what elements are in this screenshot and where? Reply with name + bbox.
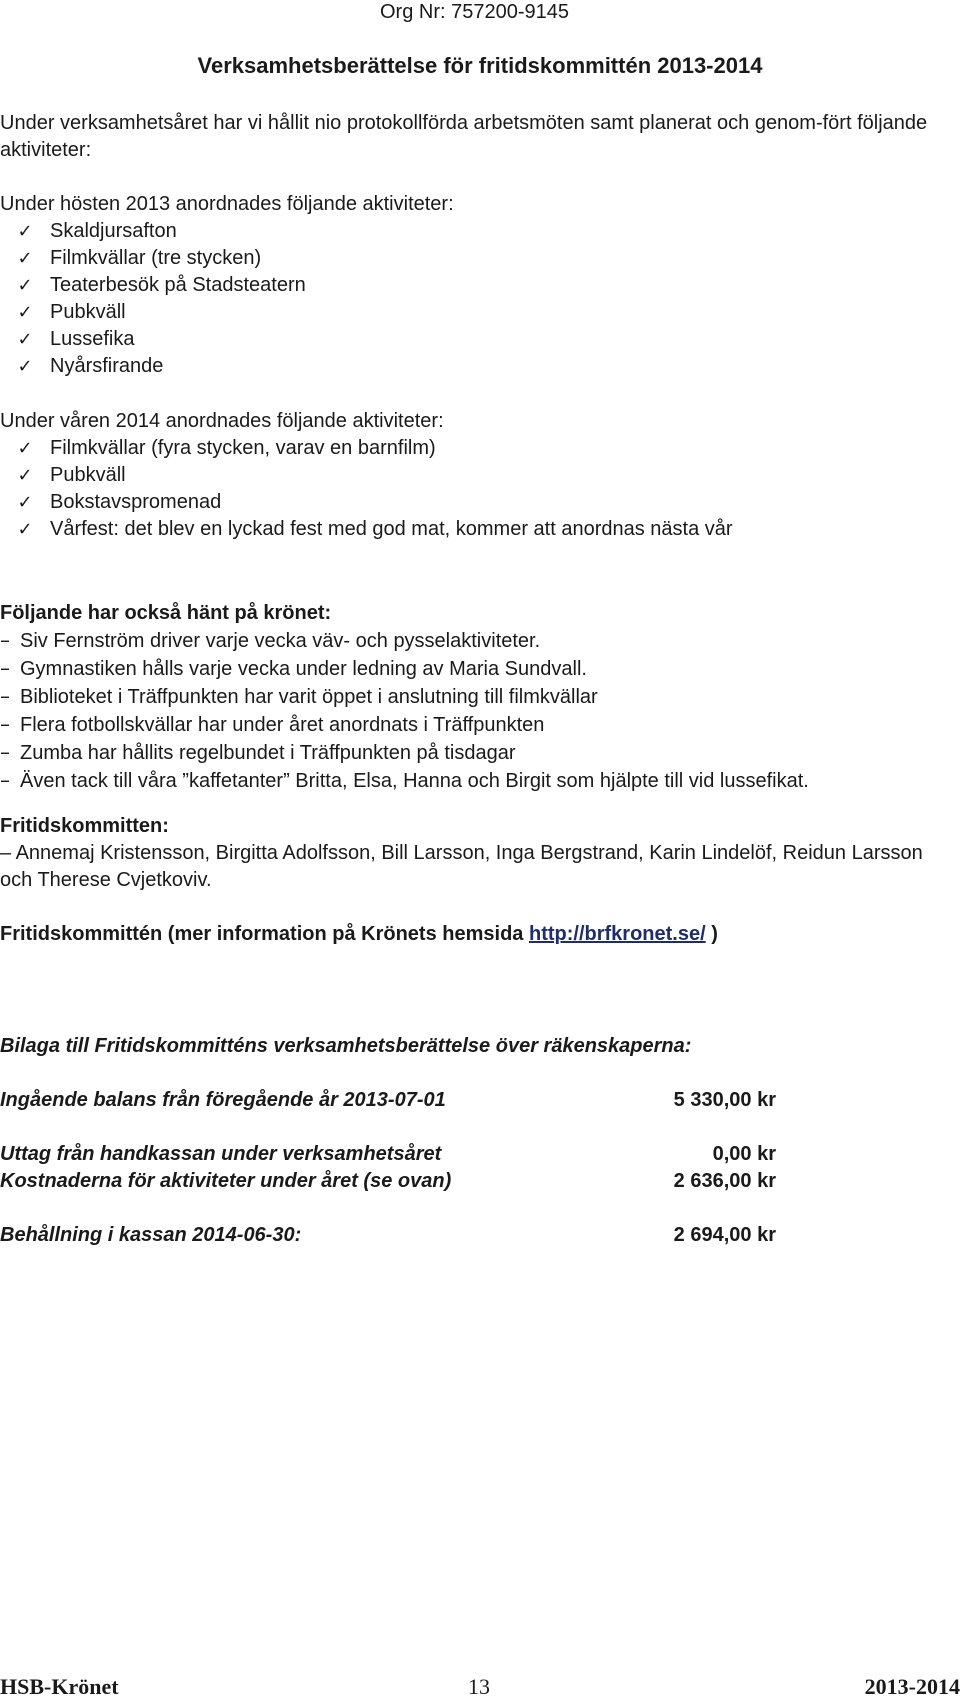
list-item: ✓ Vårfest: det blev en lyckad fest med god mat, kommer att anordnas nästa vår (0, 516, 733, 543)
check-icon: ✓ (17, 356, 33, 377)
list-item: ✓ Pubkväll (0, 299, 306, 326)
ledger-amount: 2 694,00 kr (673, 1224, 776, 1246)
ledger-label: Behållning i kassan 2014-06-30: (0, 1224, 302, 1246)
dash-icon: – (0, 740, 10, 764)
also-list (0, 627, 809, 795)
more-info-text: Fritidskommittén (mer information på Krönets hemsida (0, 923, 524, 945)
more-info-line (0, 921, 718, 948)
check-icon: ✓ (17, 492, 33, 513)
list-item: – Även tack till våra ”kaffetanter” Britta, Elsa, Hanna och Birgit som hjälpte till vid lussefikat. (0, 768, 809, 792)
check-icon: ✓ (17, 275, 33, 296)
ledger-label: Ingående balans från föregående år 2013-07-01 (0, 1089, 446, 1111)
list-item: ✓ Teaterbesök på Stadsteatern (0, 272, 306, 299)
dash-icon: – (0, 768, 10, 792)
footer-right: 2013-2014 (864, 1674, 960, 1699)
footer-left: HSB-Krönet (0, 1674, 119, 1699)
ledger-amount: 5 330,00 kr (673, 1089, 776, 1111)
spring-list (0, 435, 733, 543)
page-number: 13 (468, 1674, 490, 1699)
spring-heading: Under våren 2014 anordnades följande aktiviteter: (0, 410, 444, 432)
list-item: – Siv Fernström driver varje vecka väv- och pysselaktiviteter. (0, 628, 541, 652)
more-info-close: ) (711, 923, 718, 945)
autumn-list (0, 218, 306, 380)
appendix-title: Bilaga till Fritidskommitténs verksamhetsberättelse över räkenskaperna: (0, 1035, 692, 1057)
list-item: ✓ Skaldjursafton (0, 218, 306, 245)
list-item: ✓ Filmkvällar (fyra stycken, varav en barnfilm) (0, 435, 733, 462)
org-number: Org Nr: 757200-9145 (380, 1, 570, 23)
list-item: – Zumba har hållits regelbundet i Träffpunkten på tisdagar (0, 740, 516, 764)
website-link[interactable]: http://brfkronet.se/ (528, 923, 706, 945)
autumn-heading: Under hösten 2013 anordnades följande aktiviteter: (0, 193, 454, 215)
check-icon: ✓ (17, 329, 33, 350)
list-item: ✓ Nyårsfirande (0, 353, 306, 380)
check-icon: ✓ (17, 519, 33, 540)
dash-icon: – (0, 656, 10, 680)
list-item: ✓ Pubkväll (0, 462, 733, 489)
check-icon: ✓ (17, 438, 33, 459)
intro-paragraph: Under verksamhetsåret har vi hållit nio protokollförda arbetsmöten samt planerat och genom-fört följande aktiviteter: (0, 112, 928, 161)
list-item: ✓ Bokstavspromenad (0, 489, 733, 516)
committee-members: – Annemaj Kristensson, Birgitta Adolfsson, Bill Larsson, Inga Bergstrand, Karin Lindelöf, Reidun Larsson och Therese Cvjetkoviv. (0, 842, 923, 891)
committee-heading: Fritidskommitten: (0, 815, 169, 837)
check-icon: ✓ (17, 248, 33, 269)
document-title: Verksamhetsberättelse för fritidskommittén 2013-2014 (197, 53, 763, 78)
dash-icon: – (0, 712, 10, 736)
list-item: ✓ Lussefika (0, 326, 306, 353)
check-icon: ✓ (17, 465, 33, 486)
check-icon: ✓ (17, 221, 33, 242)
dash-icon: – (0, 628, 10, 652)
ledger-amount: 2 636,00 kr (673, 1170, 776, 1192)
dash-icon: – (0, 684, 10, 708)
list-item: – Gymnastiken hålls varje vecka under ledning av Maria Sundvall. (0, 656, 587, 680)
list-item: – Flera fotbollskvällar har under året anordnats i Träffpunkten (0, 712, 545, 736)
ledger-label: Kostnaderna för aktiviteter under året (se ovan) (0, 1170, 452, 1192)
check-icon: ✓ (17, 302, 33, 323)
ledger-amount: 0,00 kr (712, 1143, 776, 1165)
list-item: ✓ Filmkvällar (tre stycken) (0, 245, 306, 272)
ledger-label: Uttag från handkassan under verksamhetsåret (0, 1143, 442, 1165)
also-heading: Följande har också hänt på krönet: (0, 602, 332, 624)
list-item: – Biblioteket i Träffpunkten har varit öppet i anslutning till filmkvällar (0, 684, 598, 708)
